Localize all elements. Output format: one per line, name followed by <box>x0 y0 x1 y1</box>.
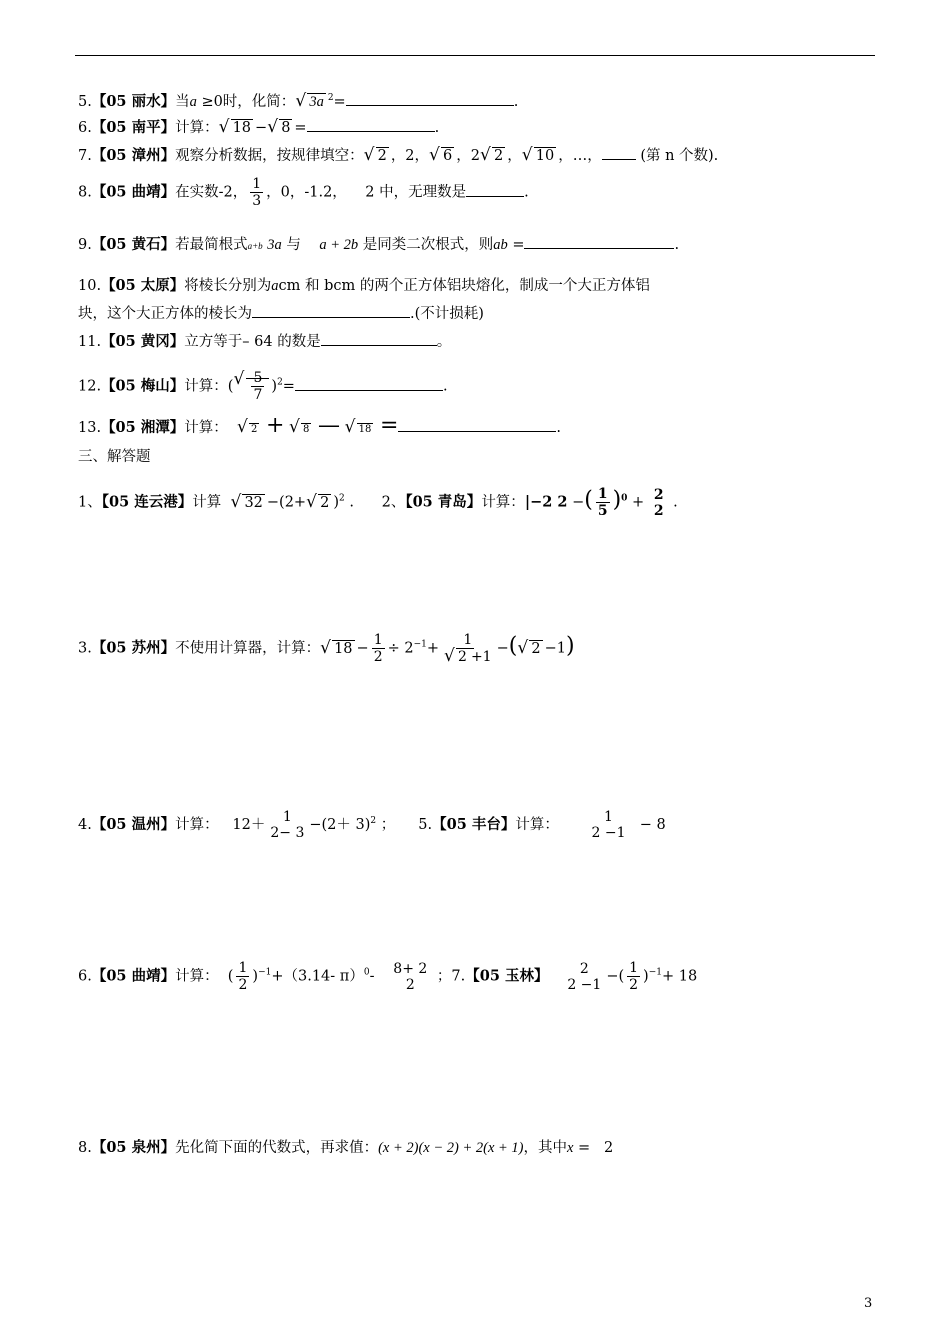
q-tag: 【05 丽水】 <box>91 92 176 110</box>
expr: −( <box>606 968 625 985</box>
radicand: 18 <box>358 424 372 435</box>
q-text: 计算： <box>175 968 219 985</box>
answer-blank[interactable] <box>524 234 674 249</box>
answer-blank[interactable] <box>252 303 410 318</box>
header-rule <box>75 55 875 56</box>
answer-blank[interactable] <box>295 376 443 391</box>
radicand: 2 <box>531 640 541 657</box>
numerator: 1 <box>629 960 639 976</box>
q-tag: 【05 黄石】 <box>91 236 176 253</box>
q-num: 8. <box>78 1140 92 1156</box>
equals: = <box>578 1140 591 1156</box>
q-num: 2、 <box>381 494 406 511</box>
equals: = <box>379 413 399 438</box>
radicand: a + 2b <box>319 237 359 253</box>
question-10 <box>78 276 650 296</box>
exponent: 2 <box>370 816 377 827</box>
answer-blank[interactable] <box>602 145 636 160</box>
divide: ÷ 2 <box>387 640 414 657</box>
solve-question-6-7 <box>78 960 697 993</box>
expr: +（3.14- π） <box>271 968 364 985</box>
fraction <box>372 632 385 665</box>
denominator: 2 <box>373 649 383 665</box>
q-text: cm 和 bcm 的两个正方体铝块熔化，制成一个大正方体铝 <box>278 278 650 294</box>
rparen: ) <box>252 968 259 985</box>
equals: = <box>333 93 346 110</box>
q-text: 将棱长分别为 <box>184 278 272 294</box>
sqrt-32 <box>230 493 264 513</box>
sqrt-18 <box>345 418 374 440</box>
q-text: 中，无理数是 <box>379 184 467 201</box>
exponent: 2 <box>327 93 334 103</box>
solve-question-8 <box>78 1138 613 1158</box>
equals: = <box>512 237 525 253</box>
exponent: 2 <box>277 377 283 388</box>
denominator: 2 <box>238 977 248 993</box>
q-text: 计算： <box>515 817 559 833</box>
q-text: ，其中 <box>523 1140 567 1156</box>
solve-question-1-2 <box>78 486 678 519</box>
q-num: 13. <box>78 420 102 436</box>
question-13 <box>78 413 562 440</box>
expr: −(2＋ 3) <box>309 817 371 833</box>
q-end: ； <box>380 817 396 833</box>
q-tag: 【05 曲靖】 <box>91 183 176 201</box>
paren: ) <box>271 378 278 395</box>
q-text: 计算： <box>481 494 525 511</box>
q-num: 9. <box>78 237 92 253</box>
numerator: 1 <box>238 960 248 976</box>
fraction <box>442 632 494 665</box>
q-num: 3. <box>78 640 92 657</box>
radicand: 2 <box>320 494 330 511</box>
radicand: 2 <box>458 649 467 665</box>
q-text: 在实数-2， <box>175 184 248 201</box>
question-10-cont <box>78 303 484 324</box>
sqrt-2 <box>444 649 469 665</box>
minus: − <box>572 494 585 511</box>
radicand: 32 <box>244 494 263 511</box>
sqrt-2b <box>480 146 505 166</box>
q-tag: 【05 丰台】 <box>432 816 516 833</box>
q-text: 与 <box>286 237 301 253</box>
paren: ) <box>333 494 339 511</box>
radicand: 18 <box>334 640 353 657</box>
q-text: 先化简下面的代数式，再求值： <box>175 1140 379 1156</box>
plus: + <box>426 640 440 657</box>
denominator: 2 −1 <box>567 976 602 993</box>
sqrt-2 <box>364 146 389 166</box>
abs-expr: |−2 2 <box>524 493 568 511</box>
q-end: . <box>674 237 680 253</box>
minus: − <box>356 640 369 657</box>
q-tag: 【05 湘潭】 <box>101 419 185 436</box>
minus: — <box>318 413 341 438</box>
minus: − <box>255 120 268 136</box>
radicand: 18 <box>232 120 252 136</box>
sqrt-fraction <box>233 370 269 403</box>
equals: = <box>294 120 307 136</box>
radicand: 10 <box>535 148 555 164</box>
radicand: 2 <box>494 148 504 164</box>
q-tag: 【05 泉州】 <box>91 1139 176 1156</box>
answer-blank[interactable] <box>307 117 435 132</box>
expr: + 18 <box>662 968 698 985</box>
radicand: 3a <box>309 93 324 110</box>
fraction <box>391 961 429 993</box>
sqrt-2 <box>237 418 259 440</box>
plus: + <box>266 413 285 438</box>
answer-blank[interactable] <box>398 417 556 432</box>
var-x: x <box>567 1140 574 1156</box>
sep: ，…， <box>558 148 602 164</box>
q-num: 7. <box>78 148 92 164</box>
expression: (x + 2)(x − 2) + 2(x + 1) <box>378 1140 524 1156</box>
q-text: 是同类二次根式，则 <box>362 237 494 253</box>
question-9 <box>78 234 679 256</box>
q-num: 4. <box>78 817 92 833</box>
section-heading <box>78 447 151 467</box>
value: 2 <box>604 1140 614 1156</box>
q-end: . <box>513 93 519 110</box>
radicand: 8 <box>303 424 310 435</box>
sqrt-2-missing-sign: 2 <box>365 184 375 201</box>
rparen: ) <box>565 633 575 659</box>
q-tag: 【05 青岛】 <box>405 493 482 511</box>
q-text: 计算： <box>184 420 228 436</box>
exponent: 0 <box>363 967 370 978</box>
q-tag: 【05 玉林】 <box>465 967 549 985</box>
q-tag: 【05 温州】 <box>91 816 176 833</box>
plus: + <box>632 494 645 511</box>
denominator: 2− 3 <box>270 825 305 841</box>
numerator: 2 <box>579 960 589 977</box>
q-text: 若最简根式 <box>175 237 248 253</box>
fraction <box>250 176 263 209</box>
numerator: 1 <box>282 809 292 825</box>
exponent: −1 <box>413 639 427 650</box>
solve-question-4-5 <box>78 809 666 841</box>
fraction <box>236 960 249 993</box>
q-tag: 【05 南平】 <box>91 119 176 136</box>
solve-question-3 <box>78 632 575 665</box>
q-end: . <box>556 420 562 436</box>
fraction <box>627 960 640 993</box>
rparen: ) <box>643 968 649 985</box>
q-tag: 【05 梅山】 <box>101 377 185 395</box>
sqrt-8 <box>267 118 292 138</box>
q-text: ，0，-1.2， <box>266 184 347 201</box>
fraction <box>565 961 603 993</box>
lparen: ( <box>508 633 518 659</box>
q-text: 不使用计算器，计算： <box>175 640 321 657</box>
numerator: 2 <box>653 486 664 503</box>
fraction <box>596 486 610 519</box>
q-text: 观察分析数据，按规律填空： <box>175 148 364 164</box>
exponent: −1 <box>648 967 662 978</box>
q-cond: ≥0时，化简： <box>201 93 296 110</box>
section-title: 三、解答题 <box>78 449 151 465</box>
var-a: a <box>189 93 197 110</box>
answer-blank[interactable] <box>321 331 437 346</box>
numerator: 1 <box>604 809 613 825</box>
root-index: a+b <box>247 241 263 251</box>
q-num: 11. <box>78 334 102 350</box>
sep: ，2， <box>390 148 430 164</box>
radicand: 2 <box>251 424 258 435</box>
page-number: 3 <box>864 1296 873 1311</box>
q-tag: 【05 漳州】 <box>91 147 176 164</box>
fraction <box>268 809 306 841</box>
question-12 <box>78 370 448 403</box>
denominator: 2 <box>629 977 639 993</box>
q-tag: 【05 黄冈】 <box>101 333 185 350</box>
sqrt-6 <box>429 146 454 166</box>
exponent: 0 <box>621 493 628 504</box>
rparen: ) <box>612 487 622 513</box>
expr: −1 <box>544 640 566 657</box>
numerator: 1 <box>252 176 262 192</box>
sqrt-2 <box>517 639 542 659</box>
minus: − <box>496 640 509 657</box>
radicand: 8 <box>281 120 291 136</box>
fraction <box>251 370 264 403</box>
minus: - <box>369 968 375 985</box>
expr: − 8 <box>639 817 666 833</box>
question-6 <box>78 117 439 138</box>
q-text: 块，这个大正方体的棱长为 <box>78 306 252 322</box>
q-num: 1、 <box>78 494 102 511</box>
numerator: 1 <box>463 632 473 648</box>
denominator: 2 −1 <box>591 825 626 841</box>
sep: ，2 <box>456 148 481 164</box>
q-text: 立方等于– 64 的数是 <box>184 334 321 350</box>
var-a: a <box>271 278 279 294</box>
question-8 <box>78 176 529 209</box>
q-num: 7. <box>451 968 466 985</box>
q-text: 计算：( <box>184 378 234 395</box>
q-end: 。 <box>436 334 452 350</box>
q-tag: 【05 太原】 <box>101 277 185 294</box>
q-text: 计算 <box>192 494 222 511</box>
exponent: 2 <box>338 493 345 504</box>
q-tag: 【05 连云港】 <box>101 493 193 511</box>
q-num: 5. <box>418 817 433 833</box>
answer-blank[interactable] <box>346 91 514 106</box>
sep: ， <box>507 148 522 164</box>
exponent: −1 <box>258 967 272 978</box>
q-text: 计算： <box>175 817 219 833</box>
lparen: ( <box>227 968 234 985</box>
denominator: 5 <box>597 503 608 519</box>
q-text: 当 <box>175 93 190 110</box>
q-tag: 【05 曲靖】 <box>91 967 176 985</box>
question-11 <box>78 331 451 352</box>
fraction <box>590 809 628 841</box>
radicand: 6 <box>443 148 453 164</box>
sqrt-expr <box>295 92 326 112</box>
sqrt-8 <box>289 418 311 440</box>
sqrt-18 <box>320 639 354 659</box>
numerator: 1 <box>597 486 608 502</box>
sqrt-2 <box>306 493 331 513</box>
denom-rest: +1 <box>470 649 492 665</box>
denominator: 2 <box>653 502 664 519</box>
var-ab: ab <box>493 237 508 253</box>
question-5 <box>78 88 518 112</box>
q-tag: 【05 苏州】 <box>91 639 176 657</box>
q-end: . <box>349 494 354 511</box>
q-num: 6. <box>78 968 92 985</box>
q-num: 10. <box>78 278 102 294</box>
fraction <box>652 487 666 519</box>
answer-blank[interactable] <box>466 182 524 197</box>
denominator: 2 <box>405 976 415 993</box>
numerator: √ 5 <box>253 370 263 386</box>
expr: −(2+ <box>266 494 307 511</box>
q-end: (第 n 个数). <box>640 148 719 164</box>
sqrt-18 <box>219 118 253 138</box>
equals: = <box>282 378 295 395</box>
q-text: 计算： <box>175 120 219 136</box>
q-end: . <box>524 184 529 201</box>
q-num: 5. <box>78 93 92 110</box>
radicand: 2 <box>377 148 387 164</box>
denominator: 3 <box>252 193 262 209</box>
numerator: 8+ 2 <box>393 960 428 977</box>
q-end: . <box>673 494 678 511</box>
numerator: 1 <box>373 632 383 648</box>
q-num: 8. <box>78 184 92 201</box>
q-end: .(不计损耗) <box>410 306 484 322</box>
lparen: ( <box>584 487 593 513</box>
q-num: 6. <box>78 120 92 136</box>
q-end: . <box>434 120 440 136</box>
q-num: 12. <box>78 378 102 395</box>
question-7 <box>78 145 718 166</box>
expr: 12＋ <box>232 817 266 833</box>
radicand: 3a <box>267 237 282 253</box>
denominator: 7 <box>253 387 263 403</box>
sqrt-10 <box>522 146 556 166</box>
q-end: . <box>442 378 448 395</box>
q-end: ； <box>436 968 452 985</box>
